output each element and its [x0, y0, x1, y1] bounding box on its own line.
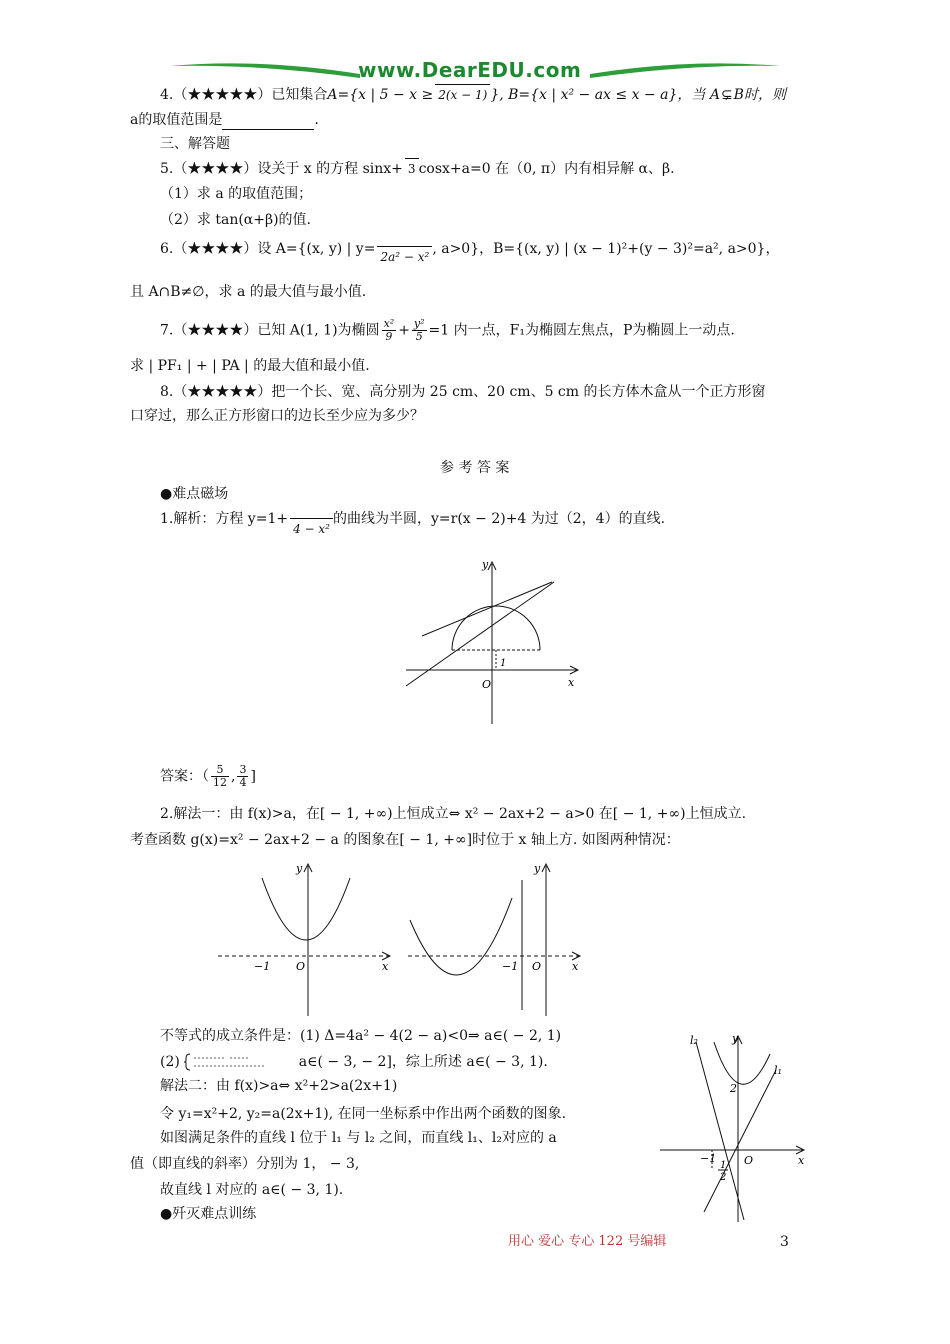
- a2-cond2: [160, 1052, 548, 1072]
- q4-line2-text: a的取值范围是: [130, 112, 223, 128]
- q7-text-a: 7.（★★★★）已知 A(1, 1)为椭圆: [160, 322, 380, 339]
- q7-plus: +: [398, 322, 410, 339]
- figure-parabola-1: [214, 860, 394, 1020]
- q4-text-b: A={x | 5 − x ≥: [327, 87, 434, 103]
- q8-line1: 8.（★★★★★）把一个长、宽、高分别为 25 cm、20 cm、5 cm 的长方体木盒从一个正方形窗: [160, 384, 766, 400]
- fig1-one-label: 1: [500, 658, 507, 669]
- frac-num: y²: [413, 317, 425, 330]
- figure-lines-l1-l2: [656, 1030, 806, 1226]
- fig4-two-label: 2: [730, 1082, 737, 1095]
- fig2-y-label: y: [296, 862, 303, 875]
- q6-sqrt: 2a² − x²: [377, 246, 432, 267]
- parabola-curve: [410, 898, 512, 975]
- fig4-half-num: 1: [720, 1160, 727, 1171]
- fig4-l1-label: l₁: [774, 1064, 782, 1077]
- fig1-origin-label: O: [482, 678, 492, 691]
- frac-den: 4: [239, 776, 247, 789]
- a2-cond1: 不等式的成立条件是：(1) Δ=4a² − 4(2 − a)<0⇒ a∈( − 2, 1): [160, 1028, 562, 1044]
- q4-text-d: }, B={x | x² − ax ≤ x − a}，当 A: [490, 87, 720, 103]
- a1-ans-close: ]: [250, 768, 256, 785]
- q6-text-a: 6.（★★★★）设 A={(x, y) | y=: [160, 241, 376, 257]
- a2-method2: 解法二：由 f(x)>a⇔ x²+2>a(2x+1): [160, 1078, 398, 1094]
- a1-text-a: 1.解析：方程 y=1+: [160, 511, 289, 527]
- a1-sqrt: 4 − x²: [290, 518, 333, 539]
- fig2-neg1-label: −1: [254, 960, 271, 973]
- fig4-l2-label: l₂: [690, 1034, 698, 1047]
- fig3-neg1-label: −1: [502, 960, 519, 973]
- frac-num: x²: [383, 317, 395, 330]
- q4-line2-end: .: [314, 112, 319, 128]
- q6-line2: 且 A∩B≠∅，求 a 的最大值与最小值.: [130, 284, 367, 300]
- fig4-neg1-label: −1: [700, 1152, 717, 1165]
- q4-text-e: B时，则: [733, 87, 786, 103]
- q4-line1: [160, 84, 786, 105]
- q7-line2: 求 | PF₁ | + | PA | 的最大值和最小值.: [130, 358, 370, 374]
- a2-line1: 2.解法一：由 f(x)>a，在[ − 1, +∞)上恒成立⇔ x² − 2ax+2 − a>0 在[ − 1, +∞)上恒成立.: [160, 806, 747, 822]
- page-number: 3: [780, 1234, 789, 1250]
- semicircle-curve: [452, 606, 540, 650]
- a1-ans-label: 答案：（: [160, 768, 209, 785]
- section-b-title: ●歼灭难点训练: [160, 1206, 257, 1222]
- figure-semicircle: [400, 556, 590, 728]
- q4-text-a: 4.（★★★★★）已知集合: [160, 87, 328, 103]
- frac-den: 9: [385, 330, 393, 343]
- a1-frac2: [237, 764, 248, 789]
- a1-answer: [160, 764, 256, 789]
- a2-method2-b: 令 y₁=x²+2, y₂=a(2x+1), 在同一坐标系中作出两个函数的图象.: [160, 1106, 567, 1122]
- q4-answer-blank: [222, 115, 314, 130]
- fig3-x-label: x: [572, 960, 579, 973]
- section3-title: 三、解答题: [160, 136, 230, 152]
- q5-text-b: cosx+a=0 在（0, π）内有相异解 α、β.: [418, 161, 675, 177]
- a2-cond2-label: (2): [160, 1054, 180, 1070]
- q6-line1: [160, 238, 780, 264]
- fig4-x-label: x: [798, 1154, 805, 1167]
- line-l1: [704, 1070, 776, 1212]
- fig1-y-label: y: [482, 558, 489, 571]
- fig1-x-label: x: [568, 676, 575, 689]
- frac-den: 12: [213, 776, 227, 789]
- a1-comma: ,: [231, 768, 236, 785]
- parabola-curve: [714, 1042, 770, 1084]
- q5-part2: （2）求 tan(α+β)的值.: [160, 212, 311, 228]
- fig4-half-den: 2: [720, 1172, 727, 1183]
- logo-text: www.DearEDU.com: [358, 58, 582, 82]
- q6-text-c: , a>0}，B={(x, y) | (x − 1)²+(y − 3)²=a², a>0}，: [432, 241, 780, 257]
- fig3-origin-label: O: [532, 960, 542, 973]
- a1-frac1: [211, 764, 229, 789]
- a2-cond2-text: a∈( − 3, − 2]，综上所述 a∈( − 3, 1).: [298, 1054, 548, 1070]
- q7-line1: [160, 318, 735, 343]
- fig4-origin-label: O: [744, 1154, 754, 1167]
- fig2-x-label: x: [382, 960, 389, 973]
- figure-parabola-2: [404, 860, 584, 1020]
- subseteq-symbol: ⊊: [720, 87, 733, 103]
- parabola-curve: [262, 878, 350, 940]
- a1-line1: [160, 508, 666, 536]
- system-brace-icon: [184, 1053, 294, 1071]
- section-a-title: ●难点磁场: [160, 486, 229, 502]
- frac-num: 5: [211, 764, 229, 777]
- answers-title: 参 考 答 案: [440, 460, 510, 476]
- footer-text: 用心 爱心 专心 122 号编辑: [508, 1234, 667, 1249]
- q5-part1: （1）求 a 的取值范围；: [160, 186, 313, 202]
- tangent-line: [422, 582, 552, 636]
- header: [160, 56, 790, 86]
- frac-den: 5: [415, 330, 423, 343]
- fig3-y-label: y: [534, 862, 541, 875]
- a2-method2-d: 值（即直线的斜率）分别为 1， − 3,: [130, 1156, 360, 1172]
- fig4-y-label: y: [732, 1032, 739, 1045]
- a2-method2-c: 如图满足条件的直线 l 位于 l₁ 与 l₂ 之间，而直线 l₁、l₂对应的 a: [160, 1130, 557, 1146]
- q5-sqrt3: 3: [405, 158, 419, 179]
- q7-frac-y: [412, 318, 427, 343]
- q4-sqrt: 2(x − 1): [435, 84, 490, 105]
- a1-text-c: 的曲线为半圆，y=r(x − 2)+4 为过（2，4）的直线.: [333, 511, 666, 527]
- q7-frac-x: [382, 318, 397, 343]
- line-l2: [696, 1042, 744, 1220]
- q5-line1: [160, 158, 675, 179]
- a2-method2-e: 故直线 l 对应的 a∈( − 3, 1).: [160, 1182, 344, 1198]
- q7-text-b: =1 内一点，F₁为椭圆左焦点，P为椭圆上一动点.: [428, 322, 735, 339]
- q8-line2: 口穿过，那么正方形窗口的边长至少应为多少？: [130, 408, 424, 424]
- fig2-origin-label: O: [296, 960, 306, 973]
- frac-num: 3: [239, 763, 247, 776]
- q5-text-a: 5.（★★★★）设关于 x 的方程 sinx+: [160, 161, 403, 177]
- a2-line2: 考查函数 g(x)=x² − 2ax+2 − a 的图象在[ − 1, +∞]时位于 x 轴上方. 如图两种情况：: [130, 832, 680, 848]
- q4-line2: [130, 110, 319, 130]
